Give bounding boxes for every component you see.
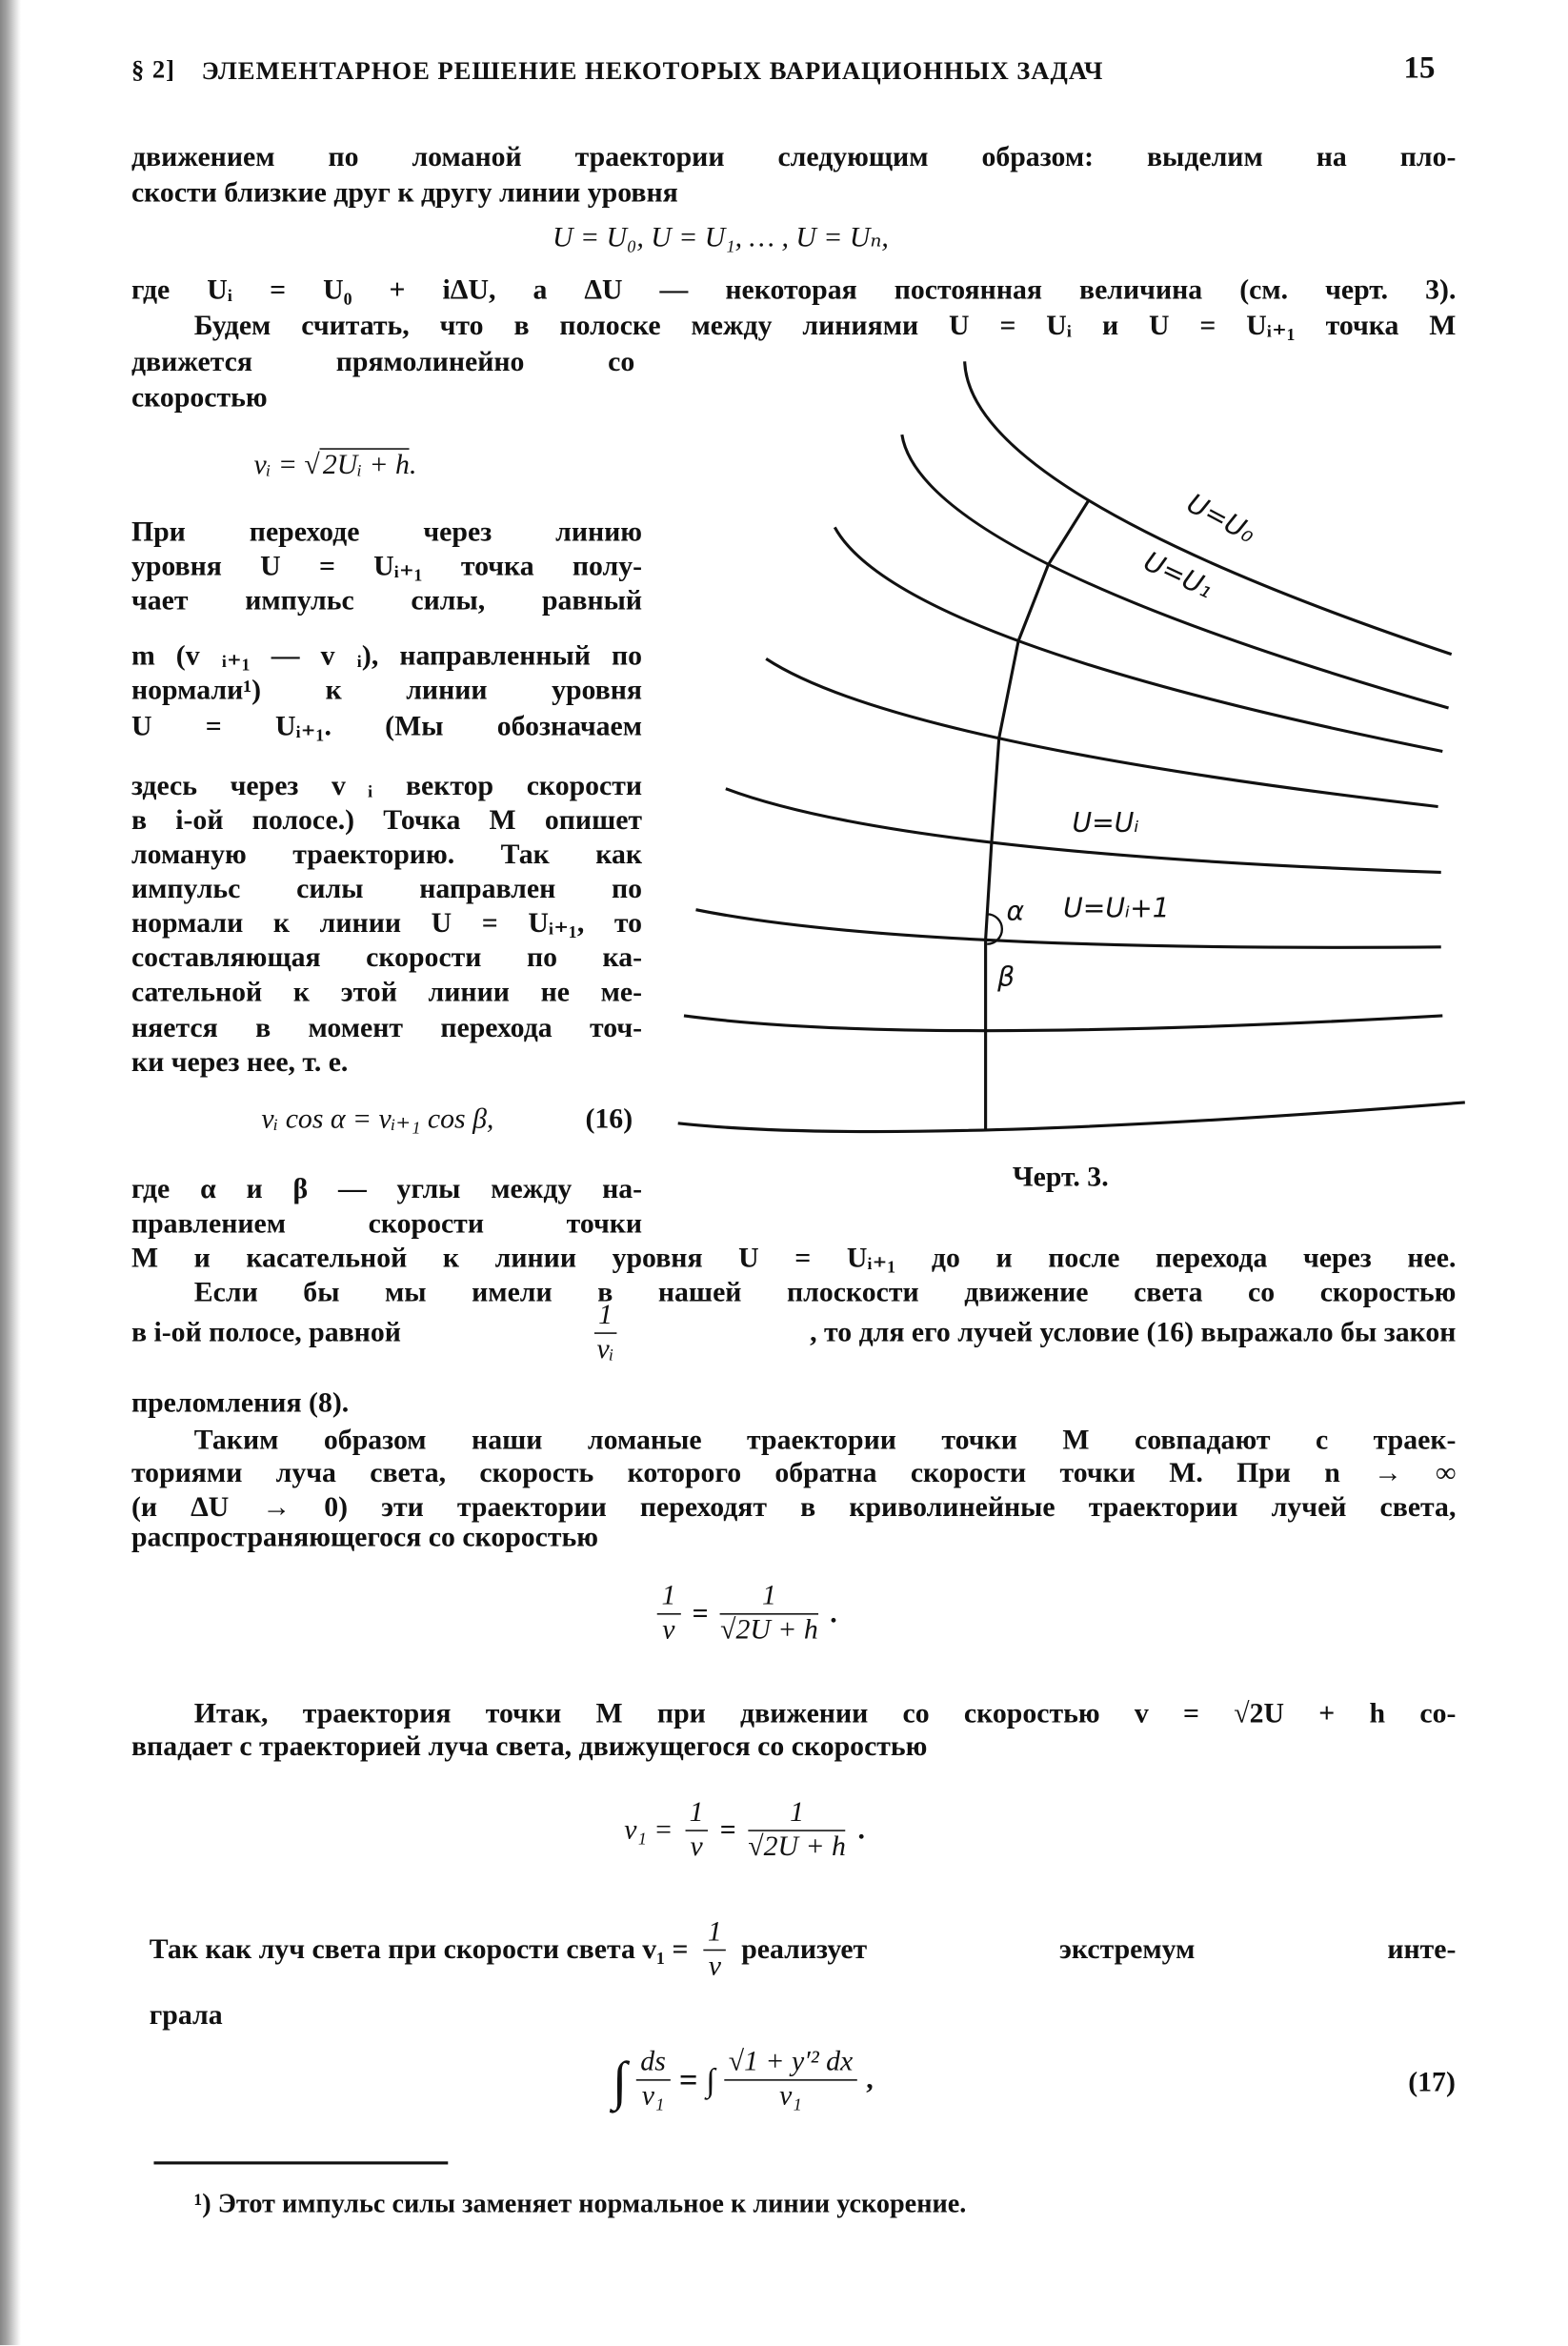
text-line: Будем считать, что в полоске между линиями U = Uᵢ и U = Uᵢ₊₁ точка M — [193, 311, 1457, 342]
text-part: , то для его лучей условие (16) выражало бы закон — [810, 1316, 1457, 1348]
numerator: 1 — [685, 1797, 708, 1831]
numerator: √1 + y′² dx — [724, 2047, 857, 2081]
text-line: чает импульс силы, равный — [131, 585, 643, 617]
denominator: √2U + h — [748, 1830, 846, 1863]
denominator: v₁ — [641, 2080, 665, 2113]
text-line: U = Uᵢ₊₁. (Мы обозначаем — [131, 711, 643, 743]
comma: , — [866, 2063, 874, 2095]
denominator: v — [690, 1830, 703, 1863]
text-line: ки через нее, т. е. — [131, 1046, 349, 1079]
text-line: грала — [149, 2000, 223, 2032]
text-line: Таким образом наши ломаные траектории точки M совпадают с траек- — [193, 1425, 1457, 1457]
text-line: где Uᵢ = U₀ + iΔU, а ΔU — некоторая постоянная величина (см. черт. 3). — [131, 274, 1457, 307]
formula-part: vᵢ = √ — [253, 449, 320, 481]
equals: = — [692, 1597, 709, 1629]
integral-sign: ∫ — [612, 2050, 628, 2111]
label-ui: U=Uᵢ — [1072, 807, 1139, 839]
denominator: v₁ — [779, 2080, 802, 2113]
numerator: 1 — [593, 1300, 616, 1334]
denominator: v — [662, 1614, 675, 1647]
level-curve — [678, 1102, 1465, 1132]
text-line: распространяющегося со скоростью — [131, 1522, 599, 1554]
text-line: в i-ой полосе.) Точка M опишет — [131, 804, 643, 837]
level-curve — [766, 658, 1437, 806]
formula-part: v₁ = — [624, 1813, 673, 1846]
equation-number: (17) — [1408, 2067, 1456, 2099]
section-number: § 2] — [131, 55, 175, 84]
text-line: правлением скорости точки — [131, 1208, 643, 1241]
footnote: ¹) Этот импульс силы заменяет нормальное к линии ускорение. — [193, 2188, 967, 2218]
text-line: здесь через v⃗ᵢ вектор скорости — [131, 770, 643, 802]
text-line: (и ΔU → 0) эти траектории переходят в криволинейные траектории лучей света, — [131, 1492, 1457, 1524]
text-part: Так как луч света при скорости света v₁ = — [149, 1933, 689, 1966]
numerator: 1 — [748, 1797, 846, 1831]
label-u1: U=U₁ — [1138, 545, 1218, 605]
text-line: впадает с траекторией луча света, движущегося со скоростью — [131, 1730, 928, 1763]
denominator: vᵢ — [596, 1333, 614, 1365]
text-line: нормали¹) к линии уровня — [131, 675, 643, 707]
text-line: Итак, траектория точки M при движении со скоростью v = √2U + h со- — [193, 1698, 1457, 1730]
figure-caption: Черт. 3. — [1012, 1161, 1109, 1193]
equals-integral: = ∫ — [678, 2060, 715, 2098]
formula-refraction: vᵢ cos α = vᵢ₊₁ cos β, — [261, 1103, 494, 1136]
denominator: v — [708, 1951, 721, 1983]
numerator: ds — [636, 2047, 671, 2081]
text-line: нормали к линии U = Uᵢ₊₁, то — [131, 908, 643, 940]
numerator: 1 — [657, 1581, 680, 1615]
text-line: m (v⃗ᵢ₊₁ — v⃗ᵢ), направленный по — [131, 640, 643, 673]
label-alpha: α — [1006, 895, 1025, 927]
formula-radicand: 2Uᵢ + h — [320, 448, 410, 480]
text-line: составляющая скорости по ка- — [131, 942, 643, 975]
period: . — [830, 1597, 837, 1629]
text-line: импульс силы направлен по — [131, 874, 643, 905]
text-line: При переходе через линию — [131, 516, 643, 549]
text-line: скоростью — [131, 382, 268, 415]
page-number: 15 — [1403, 49, 1436, 86]
level-curve — [684, 1016, 1442, 1031]
text-part: в i-ой полосе, равной — [131, 1316, 401, 1348]
formula-part: . — [409, 449, 417, 481]
label-beta: β — [997, 961, 1015, 993]
formula-level-lines: U = U₀, U = U₁, … , U = Uₙ, — [553, 222, 889, 254]
label-ui1: U=Uᵢ+1 — [1063, 892, 1170, 924]
numerator: 1 — [703, 1916, 726, 1951]
text-part: реализует экстремум инте- — [741, 1933, 1457, 1966]
numerator: 1 — [720, 1581, 818, 1615]
period: . — [857, 1813, 865, 1846]
text-line: скости близкие друг к другу линии уровня — [131, 177, 678, 210]
text-line: ториями луча света, скорость которого обратна скорости точки M. При n → ∞ — [131, 1457, 1457, 1489]
equation-number: (16) — [585, 1103, 633, 1136]
text-line: M и касательной к линии уровня U = Uᵢ₊₁ до и после перехода через нее. — [131, 1243, 1457, 1275]
label-u0: U=U₀ — [1181, 487, 1261, 550]
text-line: няется в момент перехода точ- — [131, 1012, 643, 1044]
text-line: уровня U = Uᵢ₊₁ точка полу- — [131, 551, 643, 583]
text-line: движется прямолинейно со — [131, 346, 635, 378]
text-line: где α и β — углы между на- — [131, 1174, 643, 1206]
text-line: ломаную траекторию. Так как — [131, 839, 643, 871]
equals: = — [719, 1813, 736, 1846]
level-curve — [834, 527, 1442, 751]
text-line: движением по ломаной траектории следующим образом: выделим на пло- — [131, 141, 1457, 173]
text-line: сательной к этой линии не ме- — [131, 977, 643, 1009]
running-title: ЭЛЕМЕНТАРНОЕ РЕШЕНИЕ НЕКОТОРЫХ ВАРИАЦИОННЫХ ЗАДАЧ — [201, 56, 1104, 86]
text-line: преломления (8). — [131, 1387, 350, 1420]
denominator: √2U + h — [720, 1614, 818, 1647]
text-line: Если бы мы имели в нашей плоскости движение света со скоростью — [193, 1277, 1457, 1309]
